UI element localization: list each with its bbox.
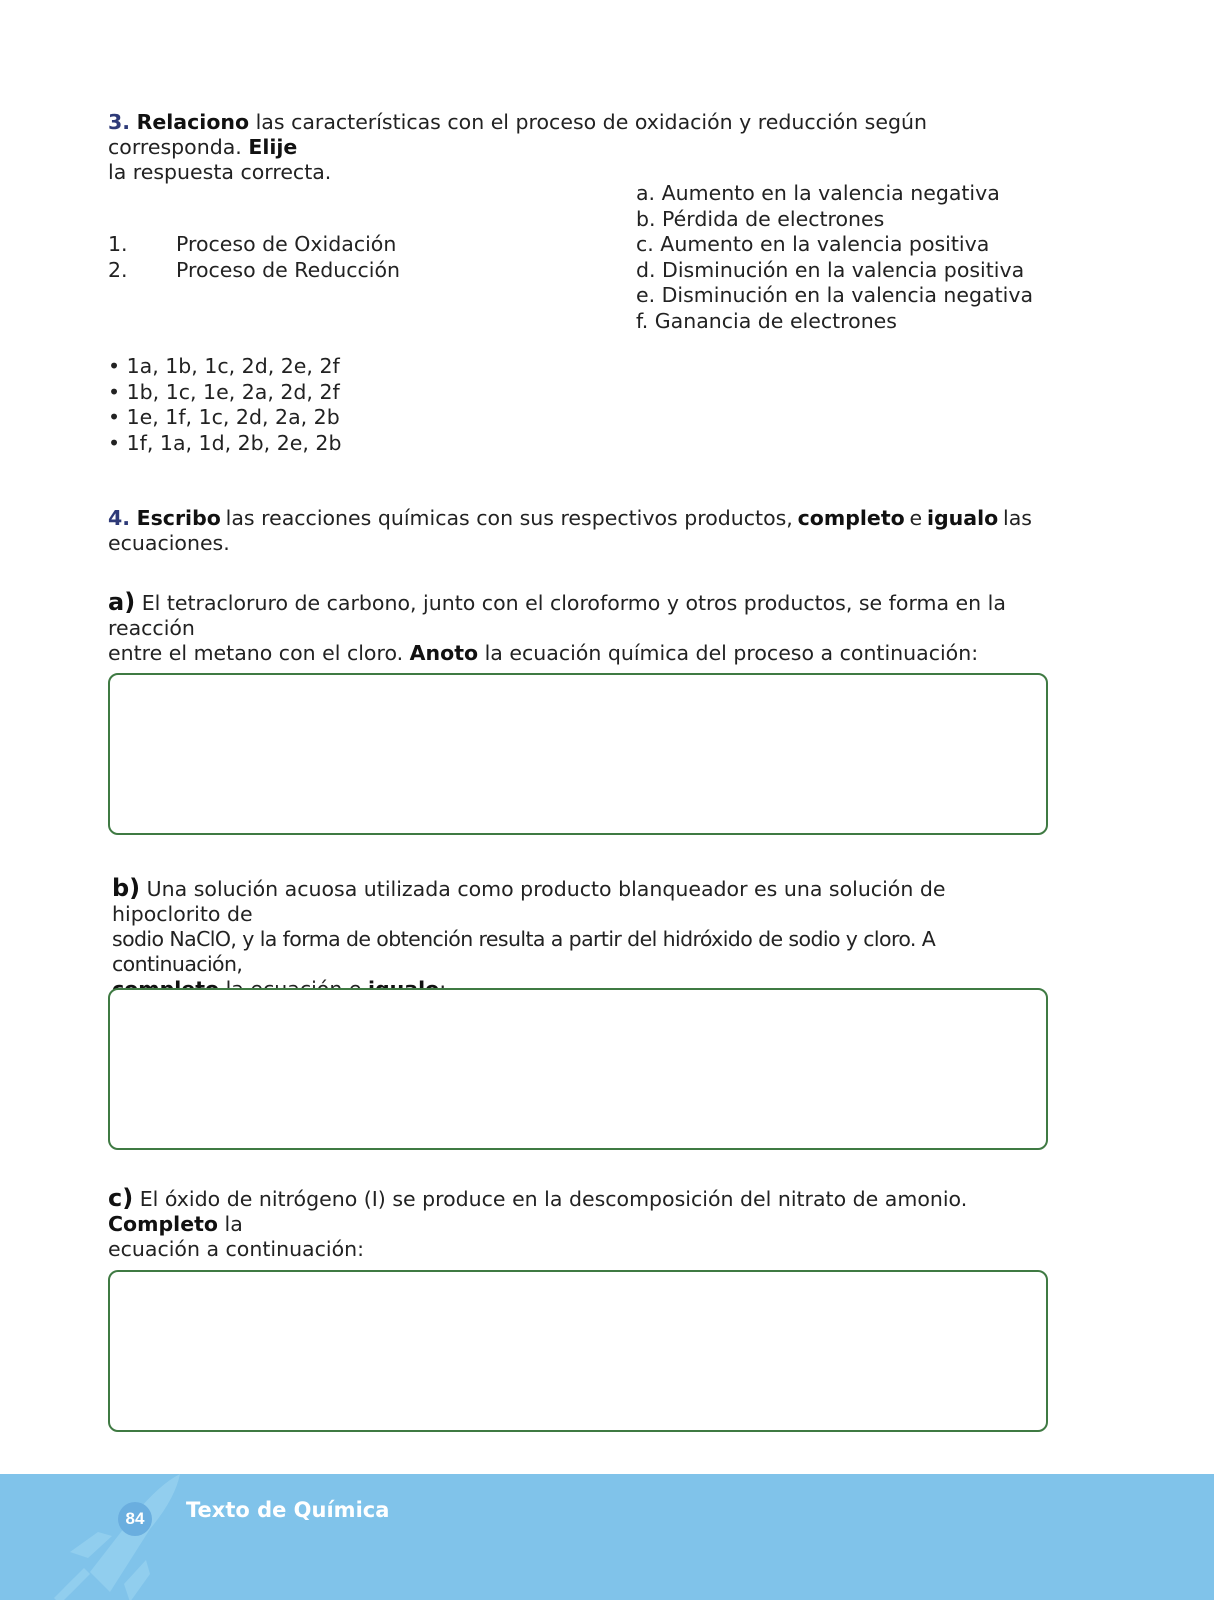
characteristic-item: a. Aumento en la valencia negativa: [636, 181, 1000, 205]
q4c-text1: El óxido de nitrógeno (I) se produce en la descomposición del nitrato de amonio.: [133, 1187, 968, 1211]
q4b-prompt: [112, 876, 1052, 1002]
q4c-text2: la: [217, 1212, 243, 1236]
answer-option[interactable]: • 1a, 1b, 1c, 2d, 2e, 2f: [108, 354, 340, 378]
characteristic-item: e. Disminución en la valencia negativa: [636, 283, 1034, 308]
q4-w-text: las reacciones químicas con sus respectivos productos,: [225, 506, 793, 530]
q4a-text3: la ecuación química del proceso a continuación:: [478, 641, 979, 665]
q4-prompt: [108, 506, 1032, 556]
q3-verb: Relaciono: [136, 110, 250, 134]
q4-line1: [108, 506, 1032, 531]
q4b-letter: b): [112, 874, 141, 902]
answer-option[interactable]: • 1e, 1f, 1c, 2d, 2a, 2b: [108, 405, 340, 430]
process-item: [108, 232, 400, 258]
process-number: 2.: [108, 257, 128, 282]
process-label: Proceso de Oxidación: [176, 232, 397, 256]
q3-line2: la respuesta correcta.: [108, 160, 332, 184]
answer-box-c[interactable]: [108, 1270, 1048, 1432]
process-label: Proceso de Reducción: [176, 257, 400, 282]
characteristic-item: c. Aumento en la valencia positiva: [636, 232, 990, 257]
q4a-prompt: [108, 590, 1048, 666]
q3-number: 3.: [108, 110, 131, 134]
q4c-letter: c): [108, 1184, 134, 1212]
process-item: [108, 258, 400, 284]
q4-w-number: 4. Escribo: [108, 506, 221, 530]
q4b-text1: Una solución acuosa utilizada como producto blanqueador es una solución de hipoclorito de: [112, 877, 946, 926]
characteristic-item: d. Disminución en la valencia positiva: [636, 257, 1025, 282]
q4a-bold: Anoto: [409, 641, 479, 665]
answer-option[interactable]: • 1b, 1c, 1e, 2a, 2d, 2f: [108, 379, 340, 404]
q4c-prompt: [108, 1186, 1048, 1262]
q3-prompt: [108, 110, 1048, 185]
q4a-text2: entre el metano con el cloro.: [108, 641, 410, 665]
page-footer: [0, 1474, 1214, 1600]
q3-text: las características con el proceso de oxidación y reducción según corresponda.: [108, 110, 927, 159]
footer-title: Texto de Química: [186, 1498, 390, 1522]
page-number: 84: [118, 1502, 152, 1536]
q3-process-list: [108, 232, 400, 283]
q4c-bold: Completo: [108, 1212, 218, 1236]
answer-option[interactable]: • 1f, 1a, 1d, 2b, 2e, 2b: [108, 430, 342, 455]
answer-box-a[interactable]: [108, 673, 1048, 835]
process-number: 1.: [108, 232, 128, 256]
q3-answer-options: [108, 354, 341, 456]
q4-text2: e: [909, 506, 923, 530]
q4-bold2: completo: [797, 506, 905, 530]
answer-box-b[interactable]: [108, 988, 1048, 1150]
q3-characteristics-list: [636, 181, 1033, 335]
q4a-text1: El tetracloruro de carbono, junto con el cloroformo y otros productos, se forma en la reacción: [108, 591, 1006, 640]
q3-verb2: Elije: [248, 135, 298, 159]
characteristic-item: f. Ganancia de electrones: [636, 308, 897, 333]
q4-text3: las: [1003, 506, 1032, 530]
q4-line2: ecuaciones.: [108, 531, 230, 555]
q4-bold3: igualo: [926, 506, 999, 530]
q4c-line2: ecuación a continuación:: [108, 1237, 365, 1261]
q4a-letter: a): [108, 588, 136, 616]
rocket-icon: [40, 1474, 240, 1600]
characteristic-item: b. Pérdida de electrones: [636, 206, 885, 231]
q4b-text2: sodio NaClO, y la forma de obtención resulta a partir del hidróxido de sodio y cloro. A continuación,: [112, 927, 936, 976]
